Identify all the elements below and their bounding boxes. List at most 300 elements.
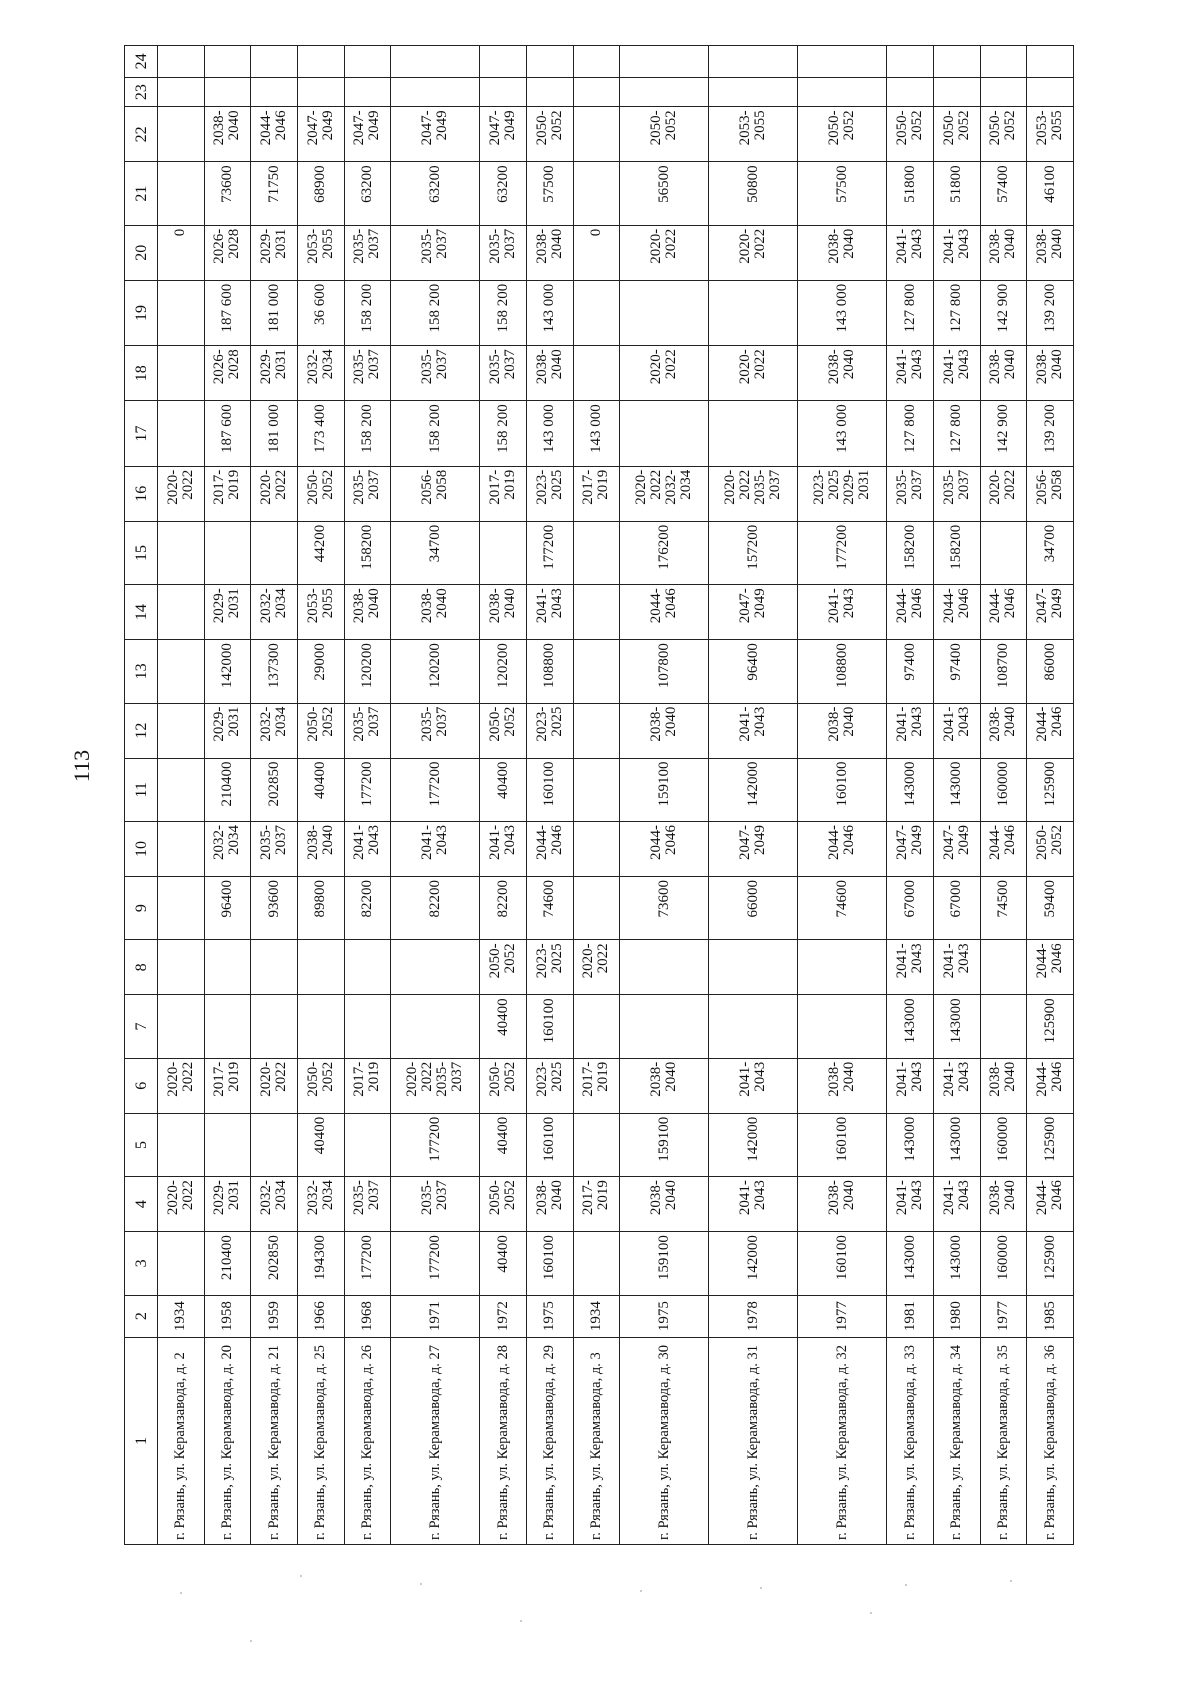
table-cell: 2032- 2034 xyxy=(297,346,344,401)
table-cell: 2044- 2046 xyxy=(933,585,980,640)
table-cell: 2050- 2052 xyxy=(297,703,344,758)
table-cell: 2041- 2043 xyxy=(709,1058,798,1113)
table-cell: 160000 xyxy=(980,758,1027,821)
table-cell: 177200 xyxy=(798,521,887,584)
table-cell: 73600 xyxy=(620,876,709,939)
table-cell: 57500 xyxy=(526,162,573,225)
speck xyxy=(300,1575,302,1577)
table-cell: 2047- 2049 xyxy=(933,821,980,876)
table-cell: 125900 xyxy=(1027,995,1074,1058)
column-header: 22 xyxy=(125,107,158,162)
table-cell: 2050- 2052 xyxy=(1027,821,1074,876)
table-cell: 2044- 2046 xyxy=(1027,940,1074,995)
table-cell xyxy=(573,46,620,78)
table-cell xyxy=(573,280,620,346)
column-header: 1 xyxy=(125,1337,158,1544)
table-cell: 2047- 2049 xyxy=(391,107,480,162)
speck xyxy=(905,1584,907,1586)
table-cell: 2047- 2049 xyxy=(887,821,934,876)
address-cell: г. Рязань, ул. Керамзавода, д. 26 xyxy=(344,1337,391,1544)
table-cell: 143000 xyxy=(933,1113,980,1176)
table-cell xyxy=(620,280,709,346)
table-cell xyxy=(297,77,344,107)
table-cell xyxy=(158,585,205,640)
table-cell: 2041- 2043 xyxy=(933,1177,980,1232)
table-cell: 2044- 2046 xyxy=(980,585,1027,640)
table-cell: 158 200 xyxy=(391,280,480,346)
table-cell: 2041- 2043 xyxy=(709,703,798,758)
table-cell xyxy=(798,77,887,107)
table-cell: 158200 xyxy=(887,521,934,584)
table-cell: 74500 xyxy=(980,876,1027,939)
table-cell: 2020- 2022 xyxy=(980,466,1027,521)
address-cell: г. Рязань, ул. Керамзавода, д. 2 xyxy=(158,1337,205,1544)
table-cell xyxy=(297,940,344,995)
table-cell xyxy=(573,77,620,107)
table-cell: 2044- 2046 xyxy=(251,107,298,162)
table-cell: 1977 xyxy=(798,1295,887,1337)
table-cell: 2050- 2052 xyxy=(620,107,709,162)
table-cell: 158200 xyxy=(344,521,391,584)
table-cell: 139 200 xyxy=(1027,401,1074,467)
table-cell: 2047- 2049 xyxy=(480,107,527,162)
table-row xyxy=(980,46,1027,1545)
speck xyxy=(420,1583,422,1585)
column-header: 17 xyxy=(125,401,158,467)
table-cell: 82200 xyxy=(391,876,480,939)
table-cell: 2041- 2043 xyxy=(526,585,573,640)
table-cell: 1985 xyxy=(1027,1295,1074,1337)
table-cell: 142000 xyxy=(709,1232,798,1295)
table-cell: 108700 xyxy=(980,640,1027,703)
table-cell: 2047- 2049 xyxy=(709,585,798,640)
table-cell xyxy=(158,162,205,225)
address-cell: г. Рязань, ул. Керамзавода, д. 25 xyxy=(297,1337,344,1544)
table-cell: 2038- 2040 xyxy=(391,585,480,640)
table-cell xyxy=(158,640,205,703)
table-cell xyxy=(573,703,620,758)
table-cell: 2038- 2040 xyxy=(798,703,887,758)
table-cell: 2044- 2046 xyxy=(887,585,934,640)
table-cell: 1959 xyxy=(251,1295,298,1337)
table-cell xyxy=(573,821,620,876)
table-cell: 82200 xyxy=(344,876,391,939)
table-cell: 2041- 2043 xyxy=(709,1177,798,1232)
table-cell: 2032- 2034 xyxy=(251,703,298,758)
table-row xyxy=(573,46,620,1545)
table-cell: 2044- 2046 xyxy=(620,585,709,640)
table-cell: 158 200 xyxy=(480,280,527,346)
column-header: 24 xyxy=(125,46,158,78)
table-cell: 177200 xyxy=(344,1232,391,1295)
column-header: 20 xyxy=(125,225,158,280)
table-row xyxy=(933,46,980,1545)
column-header: 6 xyxy=(125,1058,158,1113)
table-cell: 210400 xyxy=(204,758,251,821)
table-cell: 2035- 2037 xyxy=(480,346,527,401)
table-cell xyxy=(391,46,480,78)
speck xyxy=(760,1587,762,1589)
column-header: 8 xyxy=(125,940,158,995)
table-cell: 2035- 2037 xyxy=(887,466,934,521)
table-cell: 51800 xyxy=(933,162,980,225)
table-cell: 2041- 2043 xyxy=(933,703,980,758)
table-cell: 158200 xyxy=(933,521,980,584)
table-cell xyxy=(709,995,798,1058)
table-cell: 177200 xyxy=(344,758,391,821)
address-cell: г. Рязань, ул. Керамзавода, д. 30 xyxy=(620,1337,709,1544)
table-cell: 160000 xyxy=(980,1113,1027,1176)
table-cell xyxy=(573,995,620,1058)
table-cell xyxy=(158,521,205,584)
table-cell: 2020- 2022 2035- 2037 xyxy=(391,1058,480,1113)
table-cell: 143 000 xyxy=(526,401,573,467)
table-cell: 2038- 2040 xyxy=(204,107,251,162)
table-cell: 2050- 2052 xyxy=(526,107,573,162)
address-cell: г. Рязань, ул. Керамзавода, д. 36 xyxy=(1027,1337,1074,1544)
table-row xyxy=(158,46,205,1545)
table-cell: 108800 xyxy=(798,640,887,703)
table-cell: 2038- 2040 xyxy=(344,585,391,640)
table-cell: 2035- 2037 xyxy=(391,346,480,401)
table-cell xyxy=(620,46,709,78)
table-cell: 34700 xyxy=(1027,521,1074,584)
column-header: 14 xyxy=(125,585,158,640)
table-cell: 57400 xyxy=(980,162,1027,225)
table-cell xyxy=(887,46,934,78)
table-cell: 2038- 2040 xyxy=(798,1177,887,1232)
table-cell: 142000 xyxy=(709,758,798,821)
table-cell: 160000 xyxy=(980,1232,1027,1295)
table-cell: 34700 xyxy=(391,521,480,584)
table-cell: 1977 xyxy=(980,1295,1027,1337)
table-cell: 160100 xyxy=(526,1113,573,1176)
table-cell xyxy=(573,585,620,640)
table-cell: 1972 xyxy=(480,1295,527,1337)
table-cell xyxy=(620,940,709,995)
table-cell: 2020- 2022 xyxy=(251,466,298,521)
table-cell: 127 800 xyxy=(933,401,980,467)
column-header: 12 xyxy=(125,703,158,758)
table-cell: 1975 xyxy=(526,1295,573,1337)
table-row xyxy=(709,46,798,1545)
table-cell: 1958 xyxy=(204,1295,251,1337)
table-cell: 160100 xyxy=(798,1232,887,1295)
table-cell: 2032- 2034 xyxy=(251,585,298,640)
address-cell: г. Рязань, ул. Керамзавода, д. 34 xyxy=(933,1337,980,1544)
table-cell: 0 xyxy=(573,225,620,280)
table-cell xyxy=(573,1113,620,1176)
table-cell: 2044- 2046 xyxy=(1027,1177,1074,1232)
table-cell: 40400 xyxy=(480,995,527,1058)
table-cell: 2050- 2052 xyxy=(480,1177,527,1232)
table-cell: 2035- 2037 xyxy=(391,703,480,758)
table-cell xyxy=(204,995,251,1058)
table-cell: 127 800 xyxy=(933,280,980,346)
table-cell: 2053- 2055 xyxy=(709,107,798,162)
table-cell xyxy=(204,521,251,584)
table-cell xyxy=(573,521,620,584)
table-cell: 127 800 xyxy=(887,280,934,346)
address-cell: г. Рязань, ул. Керамзавода, д. 27 xyxy=(391,1337,480,1544)
table-cell: 2041- 2043 xyxy=(887,1058,934,1113)
table-cell: 2020- 2022 xyxy=(158,1177,205,1232)
table-cell: 125900 xyxy=(1027,758,1074,821)
table-cell xyxy=(251,1113,298,1176)
table-cell xyxy=(709,46,798,78)
table-cell: 158 200 xyxy=(480,401,527,467)
table-cell xyxy=(204,46,251,78)
table-cell: 142 900 xyxy=(980,280,1027,346)
table-cell: 2044- 2046 xyxy=(1027,1058,1074,1113)
table-cell xyxy=(933,46,980,78)
table-row xyxy=(887,46,934,1545)
column-header: 10 xyxy=(125,821,158,876)
header-row xyxy=(125,46,158,1545)
table-cell: 142000 xyxy=(709,1113,798,1176)
table-cell xyxy=(980,46,1027,78)
table-cell xyxy=(158,346,205,401)
table-cell: 210400 xyxy=(204,1232,251,1295)
address-cell: г. Рязань, ул. Керамзавода, д. 21 xyxy=(251,1337,298,1544)
column-header: 16 xyxy=(125,466,158,521)
table-cell xyxy=(204,940,251,995)
table-cell: 2038- 2040 xyxy=(980,703,1027,758)
table-row xyxy=(204,46,251,1545)
table-cell: 2017- 2019 xyxy=(573,466,620,521)
table-cell: 40400 xyxy=(480,758,527,821)
table-cell: 143 000 xyxy=(526,280,573,346)
table-cell: 137300 xyxy=(251,640,298,703)
table-cell xyxy=(158,401,205,467)
table-cell: 177200 xyxy=(391,1232,480,1295)
table-cell: 1978 xyxy=(709,1295,798,1337)
table-cell: 2023- 2025 xyxy=(526,1058,573,1113)
table-cell: 2041- 2043 xyxy=(887,703,934,758)
table-row xyxy=(251,46,298,1545)
table-cell xyxy=(933,77,980,107)
table-cell xyxy=(620,995,709,1058)
column-header: 21 xyxy=(125,162,158,225)
column-header: 18 xyxy=(125,346,158,401)
table-cell: 2017- 2019 xyxy=(204,1058,251,1113)
table-cell xyxy=(709,280,798,346)
table-cell: 44200 xyxy=(297,521,344,584)
table-cell xyxy=(391,995,480,1058)
table-cell: 2038- 2040 xyxy=(798,1058,887,1113)
table-cell: 187 600 xyxy=(204,401,251,467)
table-cell: 2020- 2022 xyxy=(158,1058,205,1113)
table-cell xyxy=(1027,77,1074,107)
table-cell: 143000 xyxy=(933,758,980,821)
table-cell: 2017- 2019 xyxy=(573,1177,620,1232)
table-cell: 63200 xyxy=(344,162,391,225)
table-row xyxy=(344,46,391,1545)
table-cell: 2047- 2049 xyxy=(344,107,391,162)
table-cell: 2038- 2040 xyxy=(798,346,887,401)
table-cell: 2017- 2019 xyxy=(480,466,527,521)
table-cell: 66000 xyxy=(709,876,798,939)
table-cell: 2056- 2058 xyxy=(1027,466,1074,521)
table-cell: 157200 xyxy=(709,521,798,584)
table-cell: 187 600 xyxy=(204,280,251,346)
table-cell: 68900 xyxy=(297,162,344,225)
table-cell: 142000 xyxy=(204,640,251,703)
table-cell: 2050- 2052 xyxy=(297,466,344,521)
table-cell xyxy=(251,995,298,1058)
table-cell: 2035- 2037 xyxy=(344,225,391,280)
table-cell: 40400 xyxy=(480,1113,527,1176)
table-cell: 160100 xyxy=(526,758,573,821)
address-cell: г. Рязань, ул. Керамзавода, д. 33 xyxy=(887,1337,934,1544)
table-cell: 125900 xyxy=(1027,1113,1074,1176)
table-cell xyxy=(251,940,298,995)
table-cell: 143000 xyxy=(933,1232,980,1295)
table-cell: 2038- 2040 xyxy=(526,225,573,280)
table-cell xyxy=(158,77,205,107)
table-cell: 142 900 xyxy=(980,401,1027,467)
table-cell: 63200 xyxy=(391,162,480,225)
table-cell: 1980 xyxy=(933,1295,980,1337)
table-cell xyxy=(158,1232,205,1295)
table-cell: 125900 xyxy=(1027,1232,1074,1295)
table-cell: 2041- 2043 xyxy=(887,346,934,401)
speck xyxy=(250,1640,252,1642)
table-cell: 82200 xyxy=(480,876,527,939)
table-cell: 2038- 2040 xyxy=(798,225,887,280)
table-cell xyxy=(391,77,480,107)
address-cell: г. Рязань, ул. Керамзавода, д. 31 xyxy=(709,1337,798,1544)
table-cell: 120200 xyxy=(344,640,391,703)
table-cell: 2053- 2055 xyxy=(1027,107,1074,162)
table-cell: 2035- 2037 xyxy=(391,225,480,280)
table-cell xyxy=(980,995,1027,1058)
table-cell: 59400 xyxy=(1027,876,1074,939)
table-cell: 143000 xyxy=(887,758,934,821)
table-cell xyxy=(251,46,298,78)
address-cell: г. Рязань, ул. Керамзавода, д. 28 xyxy=(480,1337,527,1544)
table-cell: 97400 xyxy=(933,640,980,703)
table-cell: 2017- 2019 xyxy=(573,1058,620,1113)
table-cell: 139 200 xyxy=(1027,280,1074,346)
table-cell: 159100 xyxy=(620,1113,709,1176)
column-header: 23 xyxy=(125,77,158,107)
table-cell: 2041- 2043 xyxy=(933,225,980,280)
table-cell: 2050- 2052 xyxy=(480,940,527,995)
table-cell xyxy=(526,46,573,78)
table-cell: 2041- 2043 xyxy=(887,940,934,995)
table-cell: 2017- 2019 xyxy=(204,466,251,521)
table-cell: 160100 xyxy=(526,995,573,1058)
rotated-table-container xyxy=(124,45,1074,1545)
table-cell: 160100 xyxy=(798,1113,887,1176)
table-cell: 160100 xyxy=(798,758,887,821)
table-cell: 1966 xyxy=(297,1295,344,1337)
table-cell xyxy=(204,77,251,107)
table-cell: 1934 xyxy=(573,1295,620,1337)
table-cell: 181 000 xyxy=(251,280,298,346)
table-cell: 2038- 2040 xyxy=(620,1177,709,1232)
table-cell: 1981 xyxy=(887,1295,934,1337)
table-cell: 2035- 2037 xyxy=(480,225,527,280)
table-cell: 2026- 2028 xyxy=(204,225,251,280)
table-cell xyxy=(573,162,620,225)
table-cell: 1968 xyxy=(344,1295,391,1337)
table-cell xyxy=(344,995,391,1058)
table-cell: 2035- 2037 xyxy=(344,1177,391,1232)
table-cell: 2050- 2052 xyxy=(480,1058,527,1113)
table-cell: 158 200 xyxy=(344,401,391,467)
table-cell xyxy=(798,940,887,995)
table-cell: 0 xyxy=(158,225,205,280)
table-cell xyxy=(1027,46,1074,78)
table-cell: 40400 xyxy=(480,1232,527,1295)
table-cell: 2038- 2040 xyxy=(297,821,344,876)
table-cell: 2017- 2019 xyxy=(344,1058,391,1113)
table-cell: 2038- 2040 xyxy=(620,703,709,758)
table-cell: 2047- 2049 xyxy=(297,107,344,162)
table-cell xyxy=(158,280,205,346)
table-cell: 127 800 xyxy=(887,401,934,467)
table-cell xyxy=(620,77,709,107)
table-cell xyxy=(480,521,527,584)
table-cell: 2035- 2037 xyxy=(344,703,391,758)
table-cell: 177200 xyxy=(391,758,480,821)
table-cell: 2044- 2046 xyxy=(620,821,709,876)
address-cell: г. Рязань, ул. Керамзавода, д. 32 xyxy=(798,1337,887,1544)
table-cell: 159100 xyxy=(620,758,709,821)
table-cell xyxy=(709,77,798,107)
table-cell xyxy=(526,77,573,107)
table-cell: 1934 xyxy=(158,1295,205,1337)
table-cell: 158 200 xyxy=(344,280,391,346)
table-cell xyxy=(344,77,391,107)
table-cell: 2041- 2043 xyxy=(391,821,480,876)
table-cell: 2038- 2040 xyxy=(980,346,1027,401)
table-cell: 67000 xyxy=(933,876,980,939)
table-cell: 2020- 2022 xyxy=(620,346,709,401)
table-cell xyxy=(297,46,344,78)
table-cell xyxy=(158,876,205,939)
table-cell: 2041- 2043 xyxy=(933,940,980,995)
address-cell: г. Рязань, ул. Керамзавода, д. 35 xyxy=(980,1337,1027,1544)
table-cell: 143 000 xyxy=(573,401,620,467)
table-cell: 2035- 2037 xyxy=(391,1177,480,1232)
table-cell xyxy=(158,995,205,1058)
column-header: 4 xyxy=(125,1177,158,1232)
table-cell: 143000 xyxy=(887,995,934,1058)
table-cell: 177200 xyxy=(526,521,573,584)
table-cell xyxy=(158,46,205,78)
table-cell: 202850 xyxy=(251,1232,298,1295)
table-cell: 89800 xyxy=(297,876,344,939)
table-cell xyxy=(798,46,887,78)
table-cell: 2038- 2040 xyxy=(980,225,1027,280)
table-cell: 177200 xyxy=(391,1113,480,1176)
column-header: 5 xyxy=(125,1113,158,1176)
table-cell xyxy=(980,77,1027,107)
table-cell: 108800 xyxy=(526,640,573,703)
table-cell: 51800 xyxy=(887,162,934,225)
table-cell xyxy=(573,640,620,703)
table-cell xyxy=(251,521,298,584)
table-cell xyxy=(573,107,620,162)
table-cell xyxy=(344,46,391,78)
table-cell: 2035- 2037 xyxy=(251,821,298,876)
table-cell: 97400 xyxy=(887,640,934,703)
table-cell: 2023- 2025 xyxy=(526,940,573,995)
table-cell: 1975 xyxy=(620,1295,709,1337)
